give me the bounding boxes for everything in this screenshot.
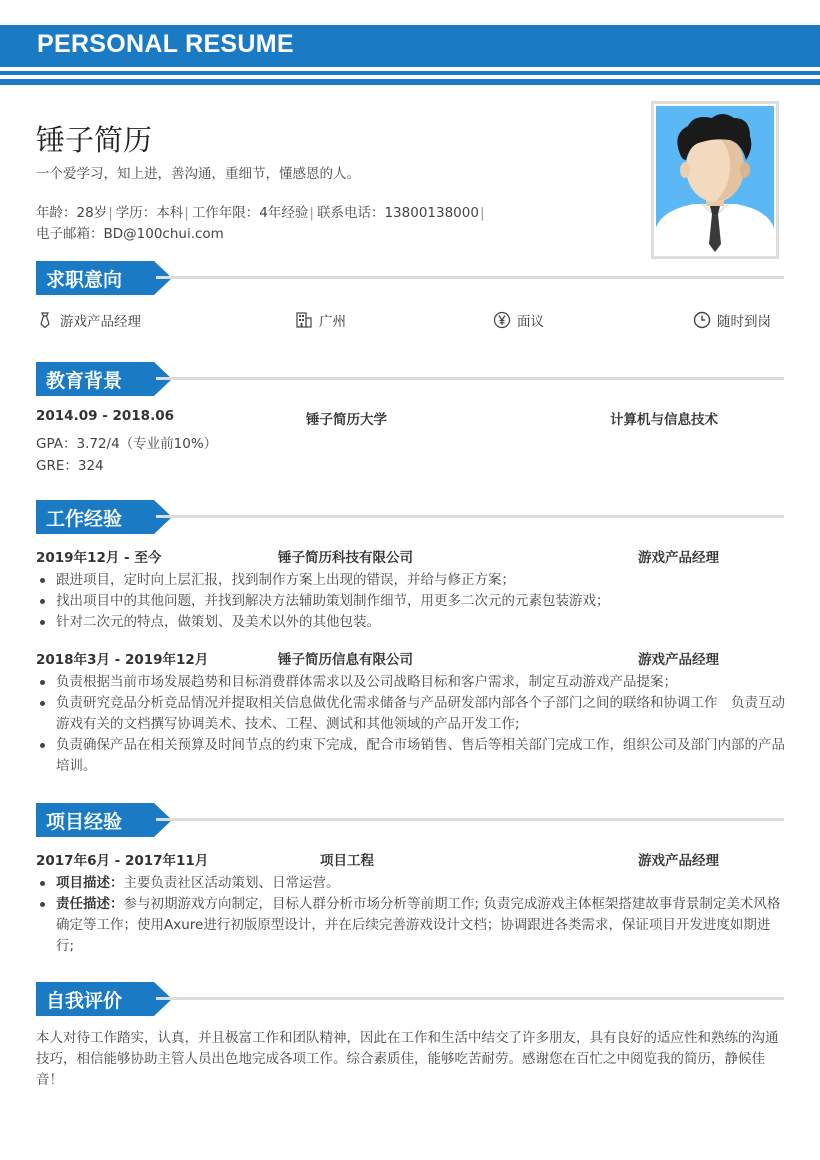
header-rule-thick	[0, 79, 820, 85]
project-desc-label: 项目描述：	[56, 875, 124, 891]
intent-city-label: 广州	[319, 314, 346, 330]
section-divider	[156, 276, 784, 279]
list-item	[36, 873, 786, 894]
self-evaluation: 本人对待工作踏实，认真，并且极富工作和团队精神，因此在工作和生活中结交了许多朋友，具有良好的适应性和熟练的沟通技巧，相信能够协助主管人员出色地完成各项工作。综合素质佳，能够吃苦耐劳。感谢您在百忙之中阅览我的简历，静候佳音！	[36, 1030, 779, 1088]
project-name: 项目工程	[320, 853, 374, 869]
tie-icon	[36, 311, 54, 329]
age: 年龄：28岁	[36, 205, 108, 221]
intent-position	[36, 310, 141, 330]
separator: |	[108, 205, 113, 221]
separator: |	[309, 205, 314, 221]
header-rule	[0, 71, 820, 75]
candidate-motto: 一个爱学习，知上进，善沟通，重细节，懂感恩的人。	[36, 166, 360, 182]
building-icon	[295, 311, 313, 329]
clock-icon	[693, 311, 711, 329]
section-title: 自我评价	[46, 990, 123, 1012]
separator: |	[184, 205, 189, 221]
section-header-work	[36, 500, 784, 534]
separator: |	[479, 205, 485, 221]
list-item: 负责根据当前市场发展趋势和目标消费群体需求以及公司战略目标和客户需求，制定互动游戏产品提案；	[36, 672, 786, 693]
education-school: 锤子简历大学	[306, 412, 387, 428]
candidate-name: 锤子简历	[36, 123, 153, 157]
intent-availability-label: 随时到岗	[717, 314, 771, 330]
section-divider	[156, 515, 784, 518]
section-divider	[156, 818, 784, 821]
section-header-project	[36, 803, 784, 837]
job-title: 游戏产品经理	[638, 550, 719, 566]
section-title: 项目经验	[46, 811, 123, 833]
section-title: 教育背景	[46, 370, 123, 392]
section-header-education	[36, 362, 784, 396]
email: 电子邮箱：BD@100chui.com	[36, 226, 224, 242]
phone: 联系电话：13800138000	[316, 205, 479, 221]
education-gpa: GPA：3.72/4（专业前10%）	[36, 436, 218, 452]
basic-info	[36, 201, 488, 221]
resume-title: PERSONAL RESUME	[37, 30, 294, 58]
project-title: 游戏产品经理	[638, 853, 719, 869]
intent-position-label: 游戏产品经理	[60, 314, 141, 330]
section-header-intention	[36, 261, 784, 295]
header-banner	[0, 25, 820, 67]
list-item: 针对二次元的特点，做策划、及美术以外的其他包装。	[36, 612, 786, 633]
job-period: 2018年3月 - 2019年12月	[36, 652, 209, 668]
intent-city	[295, 310, 346, 330]
project-details	[36, 873, 786, 957]
education-major: 计算机与信息技术	[610, 412, 718, 428]
list-item: 负责确保产品在相关预算及时间节点的约束下完成，配合市场销售、售后等相关部门完成工作，组织公司及部门内部的产品培训。	[36, 735, 786, 777]
project-period: 2017年6月 - 2017年11月	[36, 853, 209, 869]
job-title: 游戏产品经理	[638, 652, 719, 668]
job-company: 锤子简历科技有限公司	[278, 550, 413, 566]
project-duty-label: 责任描述：	[56, 896, 124, 912]
list-item: 跟进项目，定时向上层汇报，找到制作方案上出现的错误，并给与修正方案；	[36, 570, 786, 591]
section-divider	[156, 377, 784, 380]
intent-salary	[493, 310, 544, 330]
education-period: 2014.09 - 2018.06	[36, 408, 174, 424]
yen-icon	[493, 311, 511, 329]
work-years: 工作年限：4年经验	[191, 205, 309, 221]
job-period: 2019年12月 - 至今	[36, 550, 162, 566]
section-divider	[156, 997, 784, 1000]
project-duty: 参与初期游戏方向制定，目标人群分析市场分析等前期工作; 负责完成游戏主体框架搭建故事背景制定美术风格确定等工作；使用Axure进行初版原型设计，并在后续完善游戏设计文档；协调跟进各类需求，保证项目开发进度如期进行;	[56, 896, 781, 954]
list-item	[36, 894, 786, 957]
list-item: 找出项目中的其他问题，并找到解决方法辅助策划制作细节，用更多二次元的元素包装游戏；	[36, 591, 786, 612]
education-level: 学历：本科	[115, 205, 184, 221]
project-desc: 主要负责社区活动策划、日常运营。	[123, 875, 340, 891]
intent-availability	[693, 310, 771, 330]
section-title: 求职意向	[46, 269, 123, 291]
list-item: 负责研究竞品分析竞品情况并提取相关信息做优化需求储备与产品研发部内部各个子部门之间的联络和协调工作 负责互动游戏有关的文档撰写协调美术、技术、工程、测试和其他领域的产品开发工作;	[36, 693, 786, 735]
job-company: 锤子简历信息有限公司	[278, 652, 413, 668]
education-gre: GRE：324	[36, 458, 104, 474]
section-title: 工作经验	[46, 508, 123, 530]
job-duties	[36, 672, 786, 777]
avatar	[651, 101, 779, 259]
job-duties	[36, 570, 786, 633]
section-header-self	[36, 982, 784, 1016]
intent-salary-label: 面议	[517, 314, 544, 330]
